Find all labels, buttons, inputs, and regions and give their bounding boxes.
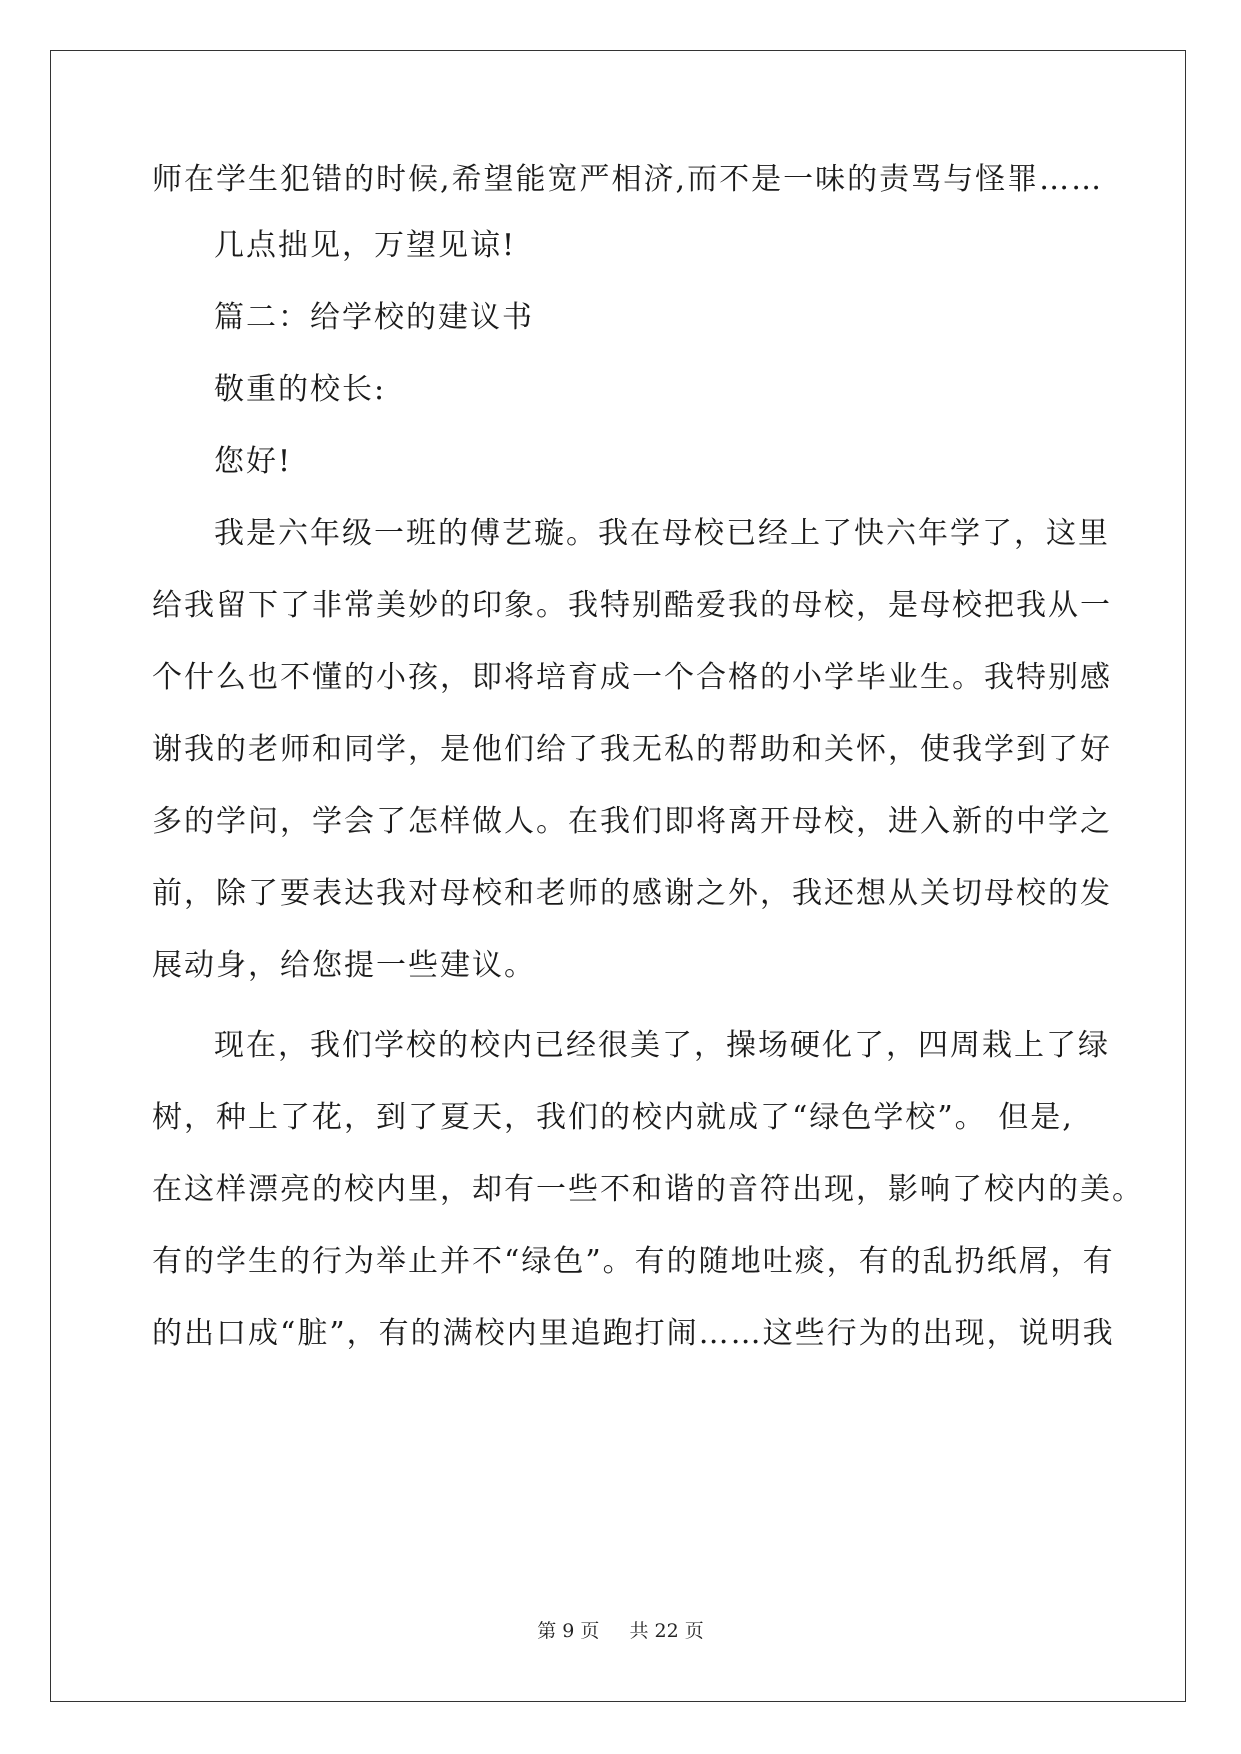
page-number: 第 9 页	[537, 1620, 600, 1642]
paragraph-line: 前，除了要表达我对母校和老师的感谢之外，我还想从关切母校的发	[152, 876, 1112, 911]
paragraph-line: 谢我的老师和同学，是他们给了我无私的帮助和关怀，使我学到了好	[152, 732, 1112, 767]
page-footer	[0, 1619, 1241, 1643]
page-total: 共 22 页	[629, 1620, 704, 1642]
greeting: 您好!	[214, 444, 293, 479]
paragraph-line: 我是六年级一班的傅艺璇。我在母校已经上了快六年学了，这里	[214, 516, 1110, 551]
paragraph-line: 在这样漂亮的校内里，却有一些不和谐的音符出现，影响了校内的美。	[152, 1172, 1144, 1207]
salutation: 敬重的校长:	[214, 372, 387, 407]
paragraph-line: 展动身，给您提一些建议。	[152, 948, 536, 983]
paragraph-line: 多的学问，学会了怎样做人。在我们即将离开母校，进入新的中学之	[152, 804, 1112, 839]
text-line: 几点拙见，万望见谅!	[214, 228, 517, 263]
paragraph-line: 给我留下了非常美妙的印象。我特别酷爱我的母校，是母校把我从一	[152, 588, 1112, 623]
text-line: 师在学生犯错的时候,希望能宽严相济,而不是一味的责骂与怪罪……	[152, 162, 1104, 197]
paragraph-line: 树，种上了花，到了夏天，我们的校内就成了“绿色学校”。 但是,	[152, 1100, 1074, 1135]
section-heading: 篇二：给学校的建议书	[214, 300, 534, 335]
paragraph-line: 的出口成“脏”，有的满校内里追跑打闹……这些行为的出现，说明我	[152, 1316, 1115, 1351]
paragraph-line: 有的学生的行为举止并不“绿色”。有的随地吐痰，有的乱扔纸屑，有	[152, 1244, 1115, 1279]
paragraph-line: 个什么也不懂的小孩，即将培育成一个合格的小学毕业生。我特别感	[152, 660, 1112, 695]
paragraph-line: 现在，我们学校的校内已经很美了，操场硬化了，四周栽上了绿	[214, 1028, 1110, 1063]
